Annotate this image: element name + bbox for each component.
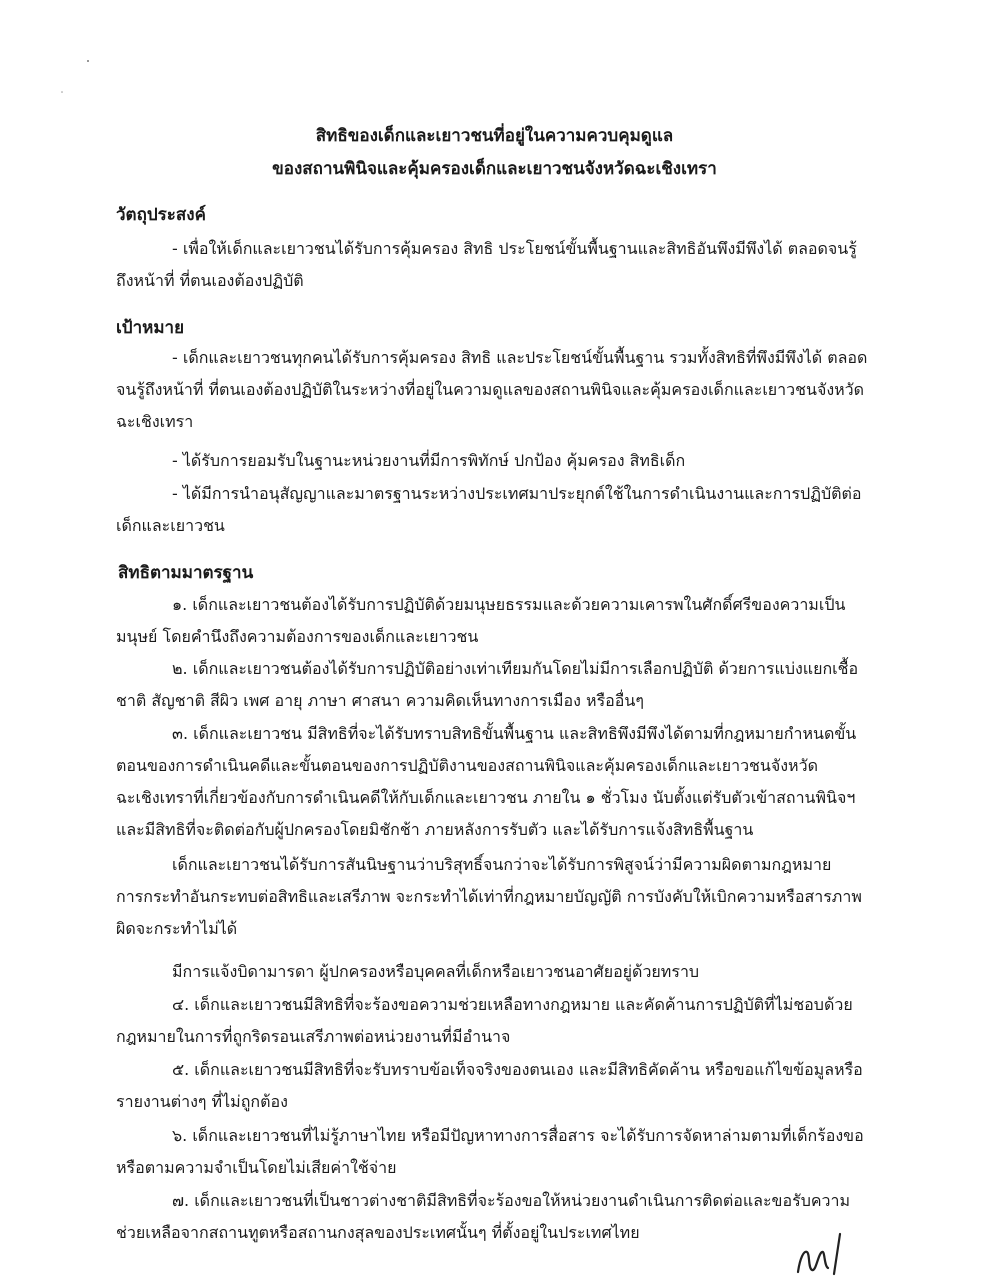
scan-specks — [0, 0, 120, 110]
heading-objective: วัตถุประสงค์ — [116, 205, 206, 225]
rights-item-3-presumption: เด็กและเยาวชนได้รับการสันนิษฐานว่าบริสุทธิ์จนกว่าจะได้รับการพิสูจน์ว่ามีความผิดตามกฎหมาย การกระทำอันกระทบต่อสิทธิและเสรีภาพ จะกระทำได้เท่าที่กฎหมายบัญญัติ การบังคับให้เบิกความหรือสารภาพผิดจะกระทำไม่ได้ — [116, 855, 862, 938]
heading-standard-rights: สิทธิตามมาตรฐาน — [118, 563, 254, 583]
rights-item-5: ๕. เด็กและเยาวชนมีสิทธิที่จะรับทราบข้อเท็จจริงของตนเอง และมีสิทธิคัดค้าน หรือขอแก้ไขข้อมูลหรือรายงานต่างๆ ที่ไม่ถูกต้อง — [116, 1060, 863, 1111]
target-paragraph-1: - เด็กและเยาวชนทุกคนได้รับการคุ้มครอง สิทธิ และประโยชน์ขั้นพื้นฐาน รวมทั้งสิทธิที่พึงมีพึงได้ ตลอดจนรู้ถึงหน้าที่ ที่ตนเองต้องปฏิบัติในระหว่างที่อยู่ในความดูแลของสถานพินิจและคุ้มครองเด็กและเยาวชนจังหวัดฉะเชิงเทรา — [116, 348, 868, 431]
rights-item-1: ๑. เด็กและเยาวชนต้องได้รับการปฏิบัติด้วยมนุษยธรรมและด้วยความเคารพในศักดิ์ศรีของความเป็นมนุษย์ โดยคำนึงถึงความต้องการของเด็กและเยาวชน — [116, 595, 846, 646]
rights-item-7: ๗. เด็กและเยาวชนที่เป็นชาวต่างชาติมีสิทธิที่จะร้องขอให้หน่วยงานดำเนินการติดต่อและขอรับความช่วยเหลือจากสถานทูตหรือสถานกงสุลของประเทศนั้นๆ ที่ตั้งอยู่ในประเทศไทย — [116, 1191, 851, 1242]
target-line-2: - ได้รับการยอมรับในฐานะหน่วยงานที่มีการพิทักษ์ ปกป้อง คุ้มครอง สิทธิเด็ก — [172, 451, 686, 470]
handwritten-signature — [790, 1228, 860, 1278]
rights-item-2: ๒. เด็กและเยาวชนต้องได้รับการปฏิบัติอย่างเท่าเทียมกันโดยไม่มีการเลือกปฏิบัติ ด้วยการแบ่งแยกเชื้อชาติ สัญชาติ สีผิว เพศ อายุ ภาษา ศาสนา ความคิดเห็นทางการเมือง หรืออื่นๆ — [116, 659, 859, 710]
rights-item-4: ๔. เด็กและเยาวชนมีสิทธิที่จะร้องขอความช่วยเหลือทางกฎหมาย และคัดค้านการปฏิบัติที่ไม่ชอบด้วยกฎหมายในการที่ถูกริดรอนเสรีภาพต่อหน่วยงานที่มีอำนาจ — [116, 995, 853, 1046]
heading-target: เป้าหมาย — [116, 318, 185, 338]
rights-item-3: ๓. เด็กและเยาวชน มีสิทธิที่จะได้รับทราบสิทธิขั้นพื้นฐาน และสิทธิพึงมีพึงได้ตามที่กฎหมายกำหนดขั้นตอนของการดำเนินคดีและขั้นตอนของการปฏิบัติงานของสถานพินิจและคุ้มครองเด็กและเยาวชนจังหวัดฉะเชิงเทราที่เกี่ยวข้องกับการดำเนินคดีให้กับเด็กและเยาวชน ภายใน ๑ ชั่วโมง นับตั้งแต่รับตัวเข้าสถานพินิจฯ และมีสิทธิที่จะติดต่อกับผู้ปกครองโดยมิชักช้า ภายหลังการรับตัว และได้รับการแจ้งสิทธิพื้นฐาน — [116, 724, 857, 839]
rights-item-3-notify-parents: มีการแจ้งบิดามารดา ผู้ปกครองหรือบุคคลที่เด็กหรือเยาวชนอาศัยอยู่ด้วยทราบ — [172, 962, 700, 981]
document-title-line-1: สิทธิของเด็กและเยาวชนที่อยู่ในความควบคุมดูแล — [315, 126, 674, 146]
objective-paragraph: - เพื่อให้เด็กและเยาวชนได้รับการคุ้มครอง สิทธิ ประโยชน์ขั้นพื้นฐานและสิทธิอันพึงมีพึงได้ ตลอดจนรู้ถึงหน้าที่ ที่ตนเองต้องปฏิบัติ — [116, 239, 857, 290]
rights-item-6: ๖. เด็กและเยาวชนที่ไม่รู้ภาษาไทย หรือมีปัญหาทางการสื่อสาร จะได้รับการจัดหาล่ามตามที่เด็กร้องขอหรือตามความจำเป็นโดยไม่เสียค่าใช้จ่าย — [116, 1126, 864, 1177]
document-title-line-2: ของสถานพินิจและคุ้มครองเด็กและเยาวชนจังหวัดฉะเชิงเทรา — [272, 159, 717, 179]
target-paragraph-3: - ได้มีการนำอนุสัญญาและมาตรฐานระหว่างประเทศมาประยุกต์ใช้ในการดำเนินงานและการปฏิบัติต่อเด็กและเยาวชน — [116, 484, 862, 535]
